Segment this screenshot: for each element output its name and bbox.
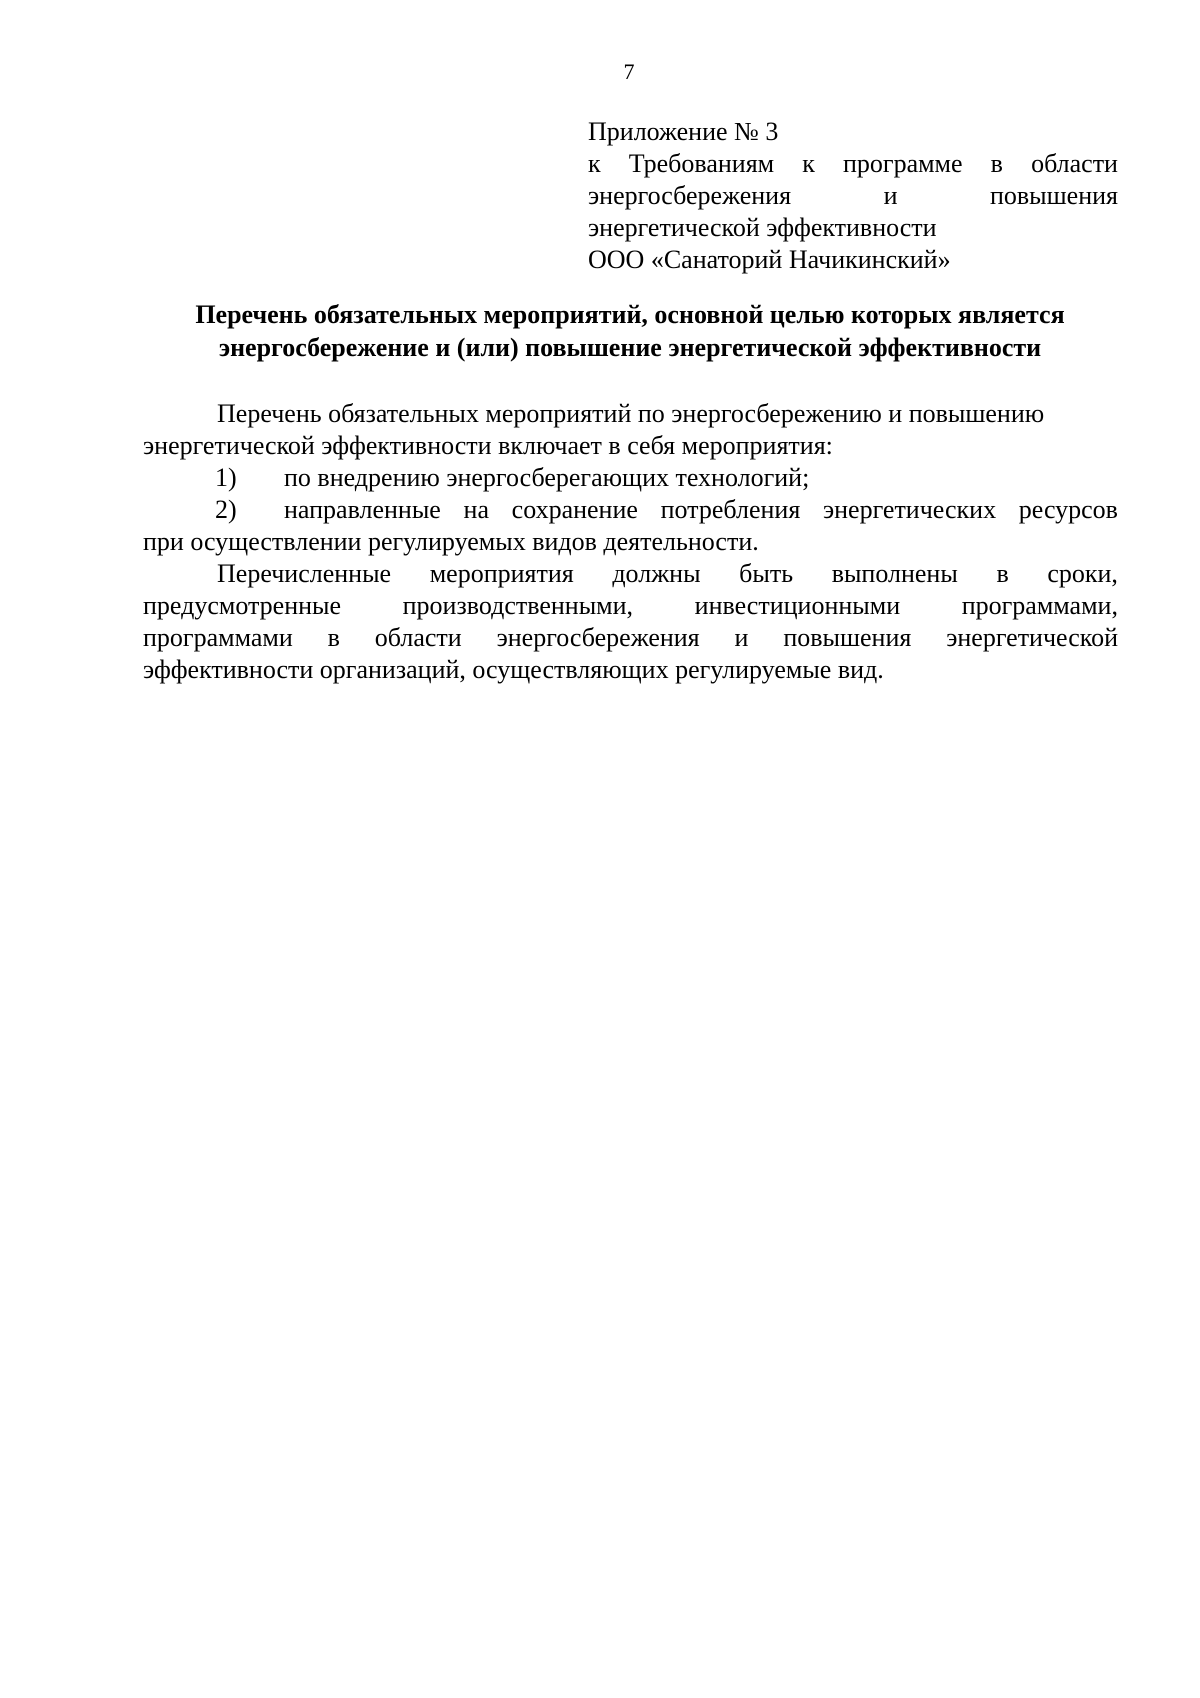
paragraph-1-line-2: энергетической эффективности включает в себя мероприятия:: [143, 431, 833, 460]
word: и: [883, 181, 898, 210]
paragraph-1-line-1: Перечень обязательных мероприятий по энергосбережению и повышению: [217, 399, 1045, 428]
word: энергетических: [822, 495, 997, 524]
word: в: [996, 559, 1009, 588]
title-line-1: Перечень обязательных мероприятий, основной целью которых является: [195, 300, 1065, 329]
word: должны: [612, 559, 701, 588]
word: энергосбережения: [496, 623, 700, 652]
word: энергетической: [946, 623, 1118, 652]
word: повышения: [783, 623, 912, 652]
appendix-line-3: [588, 180, 1118, 212]
list-item-text: по внедрению энергосберегающих технологий;: [284, 463, 810, 492]
word: в: [990, 149, 1003, 178]
word: области: [1031, 149, 1118, 178]
paragraph-2-line-3: [143, 622, 1118, 654]
word: программе: [842, 149, 963, 178]
paragraph-2-line-2: [143, 590, 1118, 622]
word: к: [588, 149, 601, 178]
word: повышения: [989, 181, 1118, 210]
list-item-number: 1): [215, 463, 237, 492]
word: энергосбережения: [588, 181, 792, 210]
appendix-title: Приложение № 3: [588, 117, 779, 146]
word: в: [327, 623, 340, 652]
document-body: [143, 398, 1118, 686]
appendix-header: [588, 116, 1118, 276]
list-item-number: 2): [215, 495, 237, 524]
word: инвестиционными: [694, 591, 901, 620]
appendix-organization: ООО «Санаторий Начикинский»: [588, 245, 951, 274]
paragraph-2-line-1: [143, 558, 1118, 590]
word: сохранение: [511, 495, 638, 524]
list-item-1: [143, 462, 1118, 494]
word: производственными,: [402, 591, 634, 620]
word: и: [734, 623, 749, 652]
word: области: [374, 623, 462, 652]
page-number: 7: [623, 59, 635, 84]
word: ресурсов: [1018, 495, 1118, 524]
word: Требованиям: [628, 149, 775, 178]
list-item-2-continuation: при осуществлении регулируемых видов деятельности.: [143, 527, 759, 556]
word: направленные: [284, 495, 441, 524]
word: программами: [143, 623, 293, 652]
paragraph-2-line-4: эффективности организаций, осуществляющих регулируемые вид.: [143, 655, 884, 684]
word: мероприятия: [429, 559, 574, 588]
word: к: [802, 149, 815, 178]
appendix-line-4: энергетической эффективности: [588, 213, 937, 242]
appendix-line-2: [588, 148, 1118, 180]
word: Перечисленные: [217, 559, 392, 588]
word: выполнены: [831, 559, 958, 588]
word: сроки,: [1047, 559, 1118, 588]
document-title: [140, 298, 1120, 364]
title-line-2: энергосбережение и (или) повышение энергетической эффективности: [218, 333, 1042, 362]
list-item-2: [143, 494, 1118, 526]
list-item-text: [284, 494, 1118, 526]
word: на: [463, 495, 489, 524]
word: программами,: [961, 591, 1118, 620]
word: предусмотренные: [143, 591, 342, 620]
word: потребления: [660, 495, 801, 524]
word: быть: [739, 559, 794, 588]
